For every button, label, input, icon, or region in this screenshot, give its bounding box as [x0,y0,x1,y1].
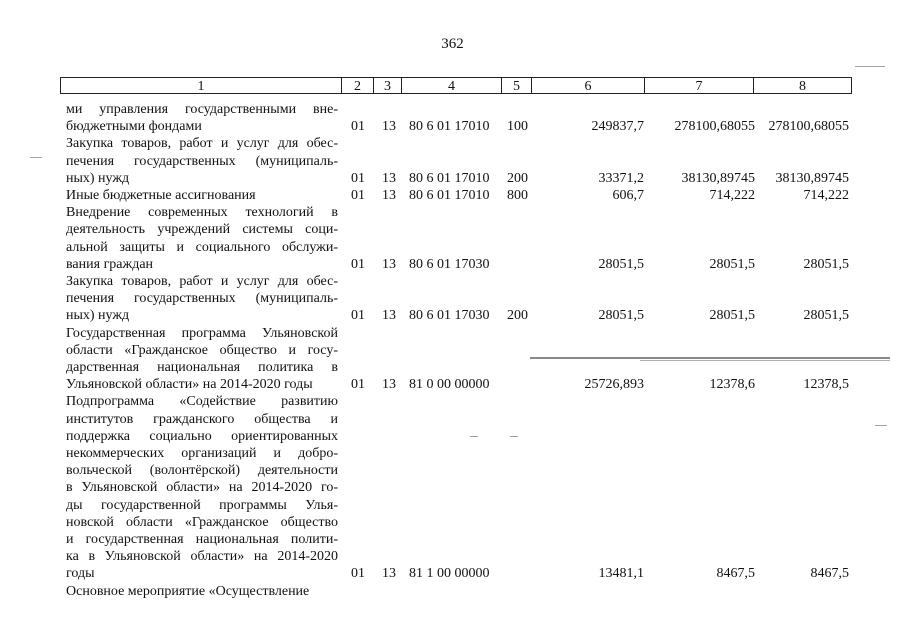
description-line: вольческой (волонтёрской) деятельности [66,463,338,479]
description-line: ми управления государственными вне- [66,102,338,117]
header-col-8: 8 [754,77,852,94]
scan-artifact-line [530,357,890,359]
row-description [66,135,338,187]
cell-col-4: 80 6 01 17030 [409,256,490,272]
cell-col-4: 81 0 00 00000 [409,377,490,393]
description-line: Закупка товаров, работ и услуг для обес- [66,136,338,152]
cell-col-4: 80 6 01 17030 [409,308,490,324]
cell-col-3: 13 [382,170,396,186]
cell-col-8: 278100,68055 [768,119,849,135]
cell-col-2: 01 [351,377,365,393]
description-line: ка в Ульяновской области» на 2014-2020 [66,549,338,565]
cell-col-4: 80 6 01 17010 [409,170,490,186]
cell-col-8: 28051,5 [803,256,849,272]
page-number: 362 [441,36,464,52]
scan-artifact-dash [30,157,42,158]
description-line: Закупка товаров, работ и услуг для обес- [66,274,338,289]
cell-col-8: 28051,5 [803,308,849,324]
row-description [66,204,338,273]
row-description [66,583,338,600]
cell-col-4: 80 6 01 17010 [409,188,490,203]
description-line: альной защиты и социального обслужи- [66,239,338,255]
description-line: деятельность учреждений системы соци- [66,222,338,238]
header-col-7: 7 [645,77,754,94]
description-line: Ульяновской области» на 2014-2020 годы [66,377,313,393]
header-col-2: 2 [342,77,374,94]
description-line: ды государственной программы Улья- [66,497,338,513]
description-line: Внедрение современных технологий в [66,205,338,221]
cell-col-6: 25726,893 [584,377,644,393]
scan-artifact-dash [470,436,478,437]
cell-col-3: 13 [382,377,396,393]
description-line: новской области «Гражданское общество [66,514,338,530]
cell-col-6: 28051,5 [598,256,644,272]
header-col-3: 3 [374,77,402,94]
cell-col-8: 12378,5 [803,377,849,393]
cell-col-3: 13 [382,119,396,135]
cell-col-8: 8467,5 [810,566,849,582]
cell-col-4: 80 6 01 17010 [409,119,490,135]
cell-col-5: 100 [507,119,528,135]
scan-artifact-dash [855,66,885,67]
cell-col-5: 800 [507,188,528,203]
header-col-5: 5 [502,77,532,94]
cell-col-6: 33371,2 [598,170,644,186]
row-description [66,273,338,325]
cell-col-7: 8467,5 [716,566,755,582]
cell-col-2: 01 [351,188,365,203]
cell-col-6: 606,7 [612,188,644,203]
cell-col-4: 81 1 00 00000 [409,566,490,582]
cell-col-7: 714,222 [709,188,755,203]
cell-col-6: 28051,5 [598,308,644,324]
description-line: печения государственных (муниципаль- [66,291,338,307]
cell-col-5: 200 [507,308,528,324]
cell-col-6: 13481,1 [598,566,644,582]
description-line: ных) нужд [66,308,130,324]
cell-col-7: 28051,5 [709,256,755,272]
row-description [66,325,338,394]
cell-col-2: 01 [351,308,365,324]
cell-col-2: 01 [351,566,365,582]
description-line: некоммерческих организаций и добро- [66,446,338,461]
description-line: вания граждан [66,256,154,272]
cell-col-2: 01 [351,119,365,135]
row-description [66,101,338,135]
description-line: поддержка социально ориентированных [66,428,338,444]
cell-col-7: 278100,68055 [674,119,755,135]
row-description [66,187,338,204]
cell-col-2: 01 [351,170,365,186]
description-line: бюджетными фондами [66,119,202,135]
description-line: ных) нужд [66,170,130,186]
description-line: области «Гражданское общество и госу- [66,342,338,358]
header-col-6: 6 [532,77,645,94]
cell-col-8: 38130,89745 [775,170,849,186]
description-line: дарственная национальная политика в [66,360,338,375]
cell-col-3: 13 [382,188,396,203]
cell-col-3: 13 [382,308,396,324]
description-line: Государственная программа Ульяновской [66,325,338,341]
cell-col-7: 12378,6 [709,377,755,393]
cell-col-7: 28051,5 [709,308,755,324]
scan-artifact-dash [510,436,518,437]
scan-artifact-line [640,360,890,361]
row-description [66,393,338,582]
description-line: и государственная национальная полити- [66,532,338,548]
cell-col-2: 01 [351,256,365,272]
header-col-1: 1 [60,77,342,94]
description-line: Иные бюджетные ассигнования [66,188,256,203]
header-col-4: 4 [402,77,502,94]
cell-col-8: 714,222 [803,188,849,203]
description-line: в Ульяновской области» на 2014-2020 го- [66,480,338,496]
cell-col-7: 38130,89745 [681,170,755,186]
cell-col-3: 13 [382,566,396,582]
cell-col-3: 13 [382,256,396,272]
description-line: Подпрограмма «Содействие развитию [66,394,338,410]
description-line: Основное мероприятие «Осуществление [66,583,310,599]
cell-col-5: 200 [507,170,528,186]
cell-col-6: 249837,7 [591,119,644,135]
scan-artifact-dash [875,425,887,426]
description-line: годы [66,566,95,582]
description-line: печения государственных (муниципаль- [66,153,338,169]
description-line: институтов гражданского общества и [66,411,338,427]
